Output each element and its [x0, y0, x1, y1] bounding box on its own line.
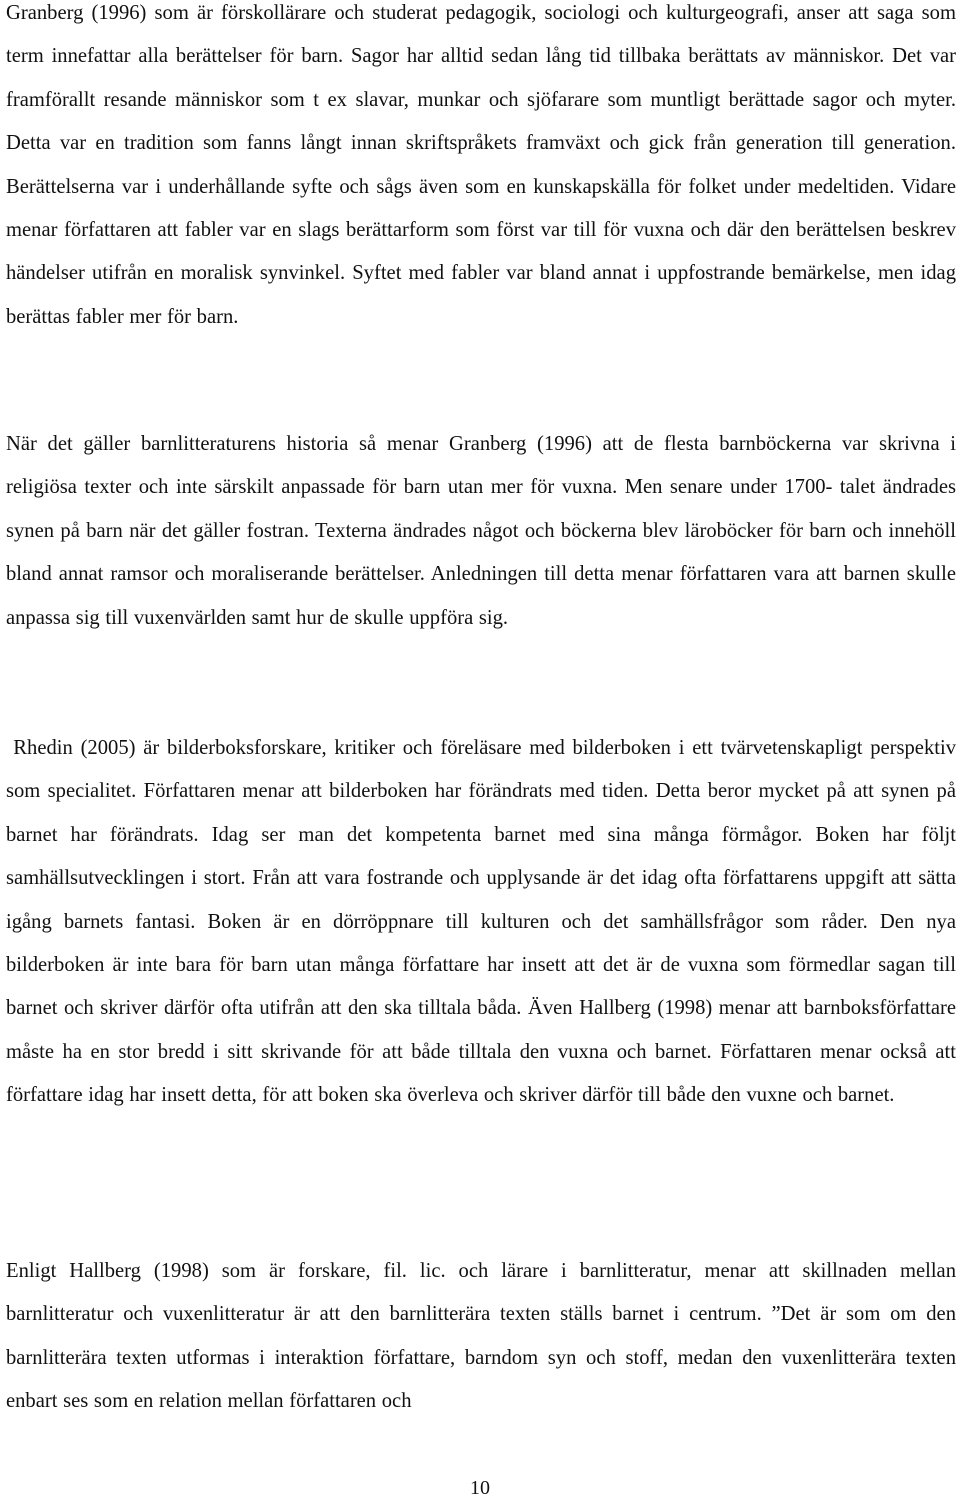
paragraph-rhedin-bilderbok	[6, 727, 956, 1118]
page-number: 10	[470, 1477, 490, 1499]
paragraph-rhedin-text: Rhedin (2005) är bilderboksforskare, kritiker och föreläsare med bilderboken i ett tvärvetenskapligt perspektiv som specialitet. Författaren menar att bilderboken har förändrats med tiden. Detta beror mycket på att synen på barnet har förändrats. Idag ser man det kompetenta barnet med sina många förmågor. Boken har följt samhällsutvecklingen i stort. Från att vara fostrande och upplysande är det idag ofta författarens uppgift att sätta igång barnets fantasi. Boken är en dörröppnare till kulturen och det samhällsfrågor som råder. Den nya bilderboken är inte bara för barn utan många författare har insett att det är de vuxna som förmedlar sagan till barnet och skriver därför ofta utifrån att den ska tilltala båda. Även Hallberg (1998) menar att barnboksförfattare måste ha en stor bredd i sitt skrivande för att både tilltala den vuxna och barnet. Författaren menar också att författare idag har insett detta, för att boken ska överleva och skriver därför till både den vuxne och barnet.	[6, 737, 956, 1107]
paragraph-barnlitteratur-historia: När det gäller barnlitteraturens historia så menar Granberg (1996) att de flesta barnböckerna var skrivna i religiösa texter och inte särskilt anpassade för barn utan mer för vuxna. Men senare under 1700- talet ändrades synen på barn när det gäller fostran. Texterna ändrades något och böckerna blev läroböcker för barn och innehöll bland annat ramsor och moraliserande berättelser. Anledningen till detta menar författaren vara att barnen skulle anpassa sig till vuxenvärlden samt hur de skulle uppföra sig.	[6, 433, 956, 629]
paragraph-granberg-sagor: Granberg (1996) som är förskollärare och studerat pedagogik, sociologi och kulturgeografi, anser att saga som term innefattar alla berättelser för barn. Sagor har alltid sedan lång tid tillbaka berättats av människor. Det var framförallt resande människor som t ex slavar, munkar och sjöfarare som muntligt berättade sagor och myter. Detta var en tradition som fanns långt innan skriftspråkets framväxt och gick från generation till generation. Berättelserna var i underhållande syfte och sågs även som en kunskapskälla för folket under medeltiden. Vidare menar författaren att fabler var en slags berättarform som först var till för vuxna och där den berättelsen beskrev händelser utifrån en moralisk synvinkel. Syftet med fabler var bland annat i uppfostrande bemärkelse, men idag berättas fabler mer för barn.	[6, 2, 956, 328]
paragraph-hallberg-skillnad: Enligt Hallberg (1998) som är forskare, fil. lic. och lärare i barnlitteratur, menar att skillnaden mellan barnlitteratur och vuxenlitteratur är att den barnlitterära texten ställs barnet i centrum. ”Det är som om den barnlitterära texten utformas i interaktion författare, barndom syn och stoff, medan den vuxenlitterära texten enbart ses som en relation mellan författaren och	[6, 1260, 956, 1413]
